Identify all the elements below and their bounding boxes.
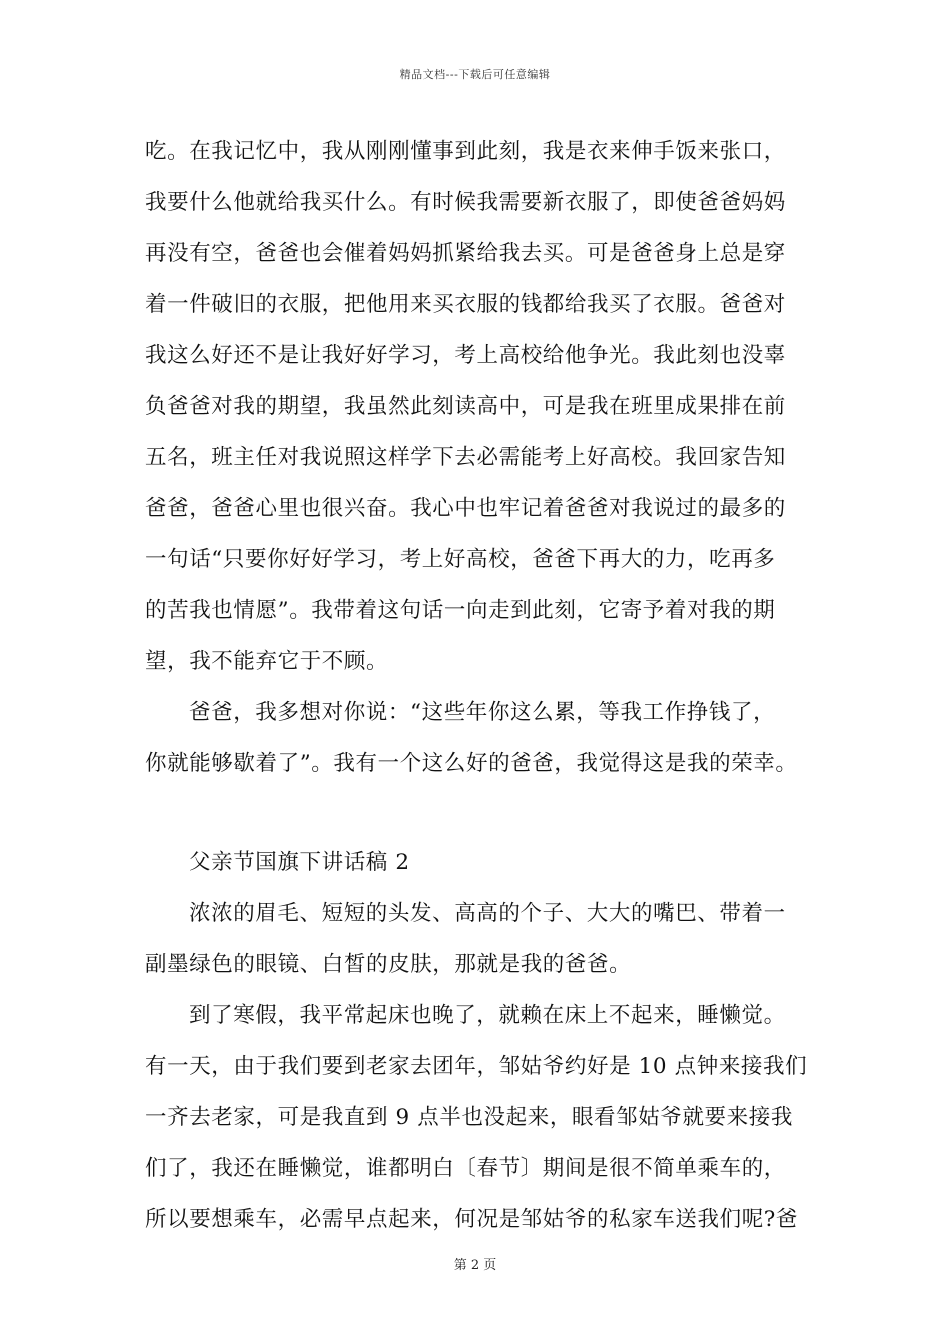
text-line: 望，我不能弃它于不顾。: [145, 649, 389, 674]
text-line: 吃。在我记忆中，我从刚刚懂事到此刻，我是衣来伸手饭来张口，: [145, 139, 786, 164]
text-line: 的苦我也情愿”。我带着这句话一向走到此刻，它寄予着对我的期: [145, 598, 776, 623]
paragraph-4: [145, 990, 810, 1245]
text-line: 负爸爸对我的期望，我虽然此刻读高中，可是我在班里成果排在前: [145, 394, 786, 419]
text-line: 副墨绿色的眼镜、白皙的皮肤，那就是我的爸爸。: [145, 952, 632, 977]
text-line: 有一天，由于我们要到老家去团年，邹姑爷约好是 10 点钟来接我们: [145, 1054, 808, 1079]
text-line: 着一件破旧的衣服，把他用来买衣服的钱都给我买了衣服。爸爸对: [145, 292, 786, 317]
text-line: 我这么好还不是让我好好学习，考上高校给他争光。我此刻也没辜: [145, 343, 786, 368]
text-line: 五名，班主任对我说照这样学下去必需能考上好高校。我回家告知: [145, 445, 786, 470]
text-line: 你就能够歇着了”。我有一个这么好的爸爸，我觉得这是我的荣幸。: [145, 751, 798, 776]
section-spacer: [145, 789, 810, 837]
text-line: 我要什么他就给我买什么。有时候我需要新衣服了，即使爸爸妈妈: [145, 190, 786, 215]
text-line: 所以要想乘车，必需早点起来，何况是邹姑爷的私家车送我们呢?爸: [145, 1207, 799, 1232]
text-line: 一句话“只要你好好学习，考上好高校，爸爸下再大的力，吃再多: [145, 547, 776, 572]
paragraph-2: [145, 687, 810, 789]
section-title: 父亲节国旗下讲话稿 2: [189, 850, 410, 875]
page-number: 第 2 页: [453, 1258, 497, 1273]
text-line: 爸爸，我多想对你说：“这些年你这么累，等我工作挣钱了，: [189, 700, 776, 725]
text-line: 浓浓的眉毛、短短的头发、高高的个子、大大的嘴巴、带着一: [189, 901, 786, 926]
text-line: 们了，我还在睡懒觉，谁都明白〔春节〕期间是很不简单乘车的，: [145, 1156, 786, 1181]
text-line: 一齐去老家，可是我直到 9 点半也没起来，眼看邹姑爷就要来接我: [145, 1105, 793, 1130]
text-line: 到了寒假，我平常起床也晚了，就赖在床上不起来，睡懒觉。: [189, 1003, 786, 1028]
text-line: 爸爸，爸爸心里也很兴奋。我心中也牢记着爸爸对我说过的最多的: [145, 496, 786, 521]
document-body: [145, 126, 810, 1245]
text-line: 再没有空，爸爸也会催着妈妈抓紧给我去买。可是爸爸身上总是穿: [145, 241, 786, 266]
paragraph-1: [145, 126, 810, 687]
paragraph-3: [145, 888, 810, 990]
page-header: 精品文档---下载后可任意编辑: [399, 68, 551, 81]
